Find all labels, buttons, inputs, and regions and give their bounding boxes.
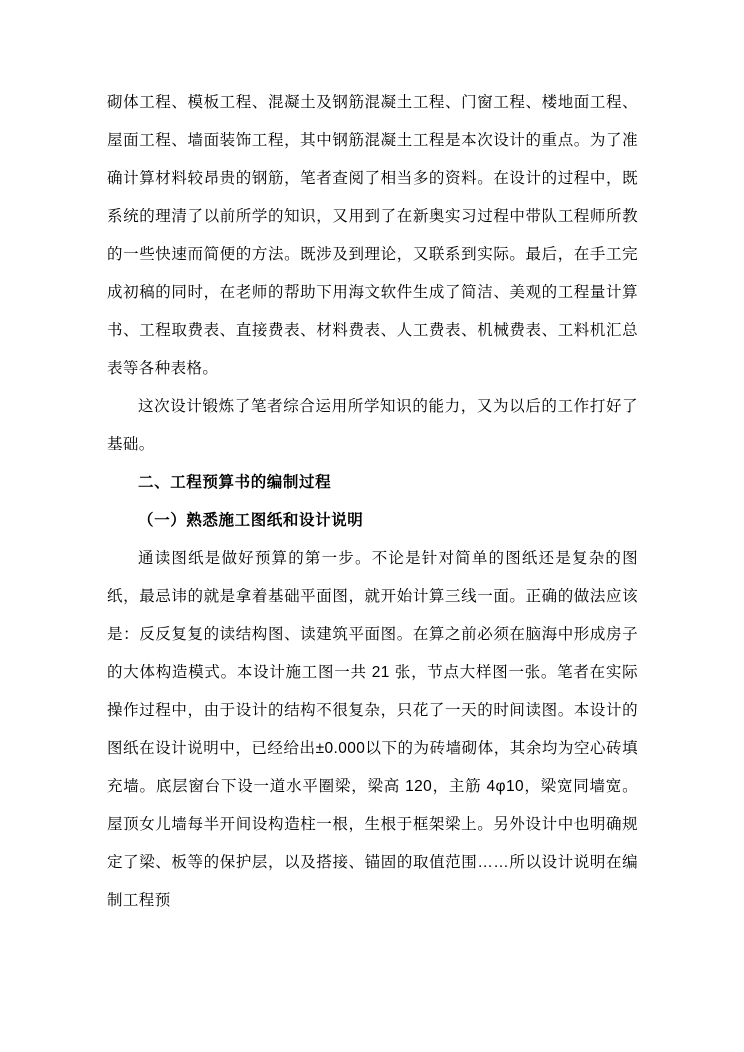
paragraph-materials-scope: 砌体工程、模板工程、混凝土及钢筋混凝土工程、门窗工程、楼地面工程、屋面工程、墙面装饰工程，其中钢筋混凝土工程是本次设计的重点。为了准确计算材料较昂贵的钢筋，笔者查阅了相当多的资料。在设计的过程中，既系统的理清了以前所学的知识，又用到了在新奥实习过程中带队工程师所教的一些快速而简便的方法。既涉及到理论，又联系到实际。最后，在手工完成初稿的同时，在老师的帮助下用海文软件生成了简洁、美观的工程量计算书、工程取费表、直接费表、材料费表、人工费表、机械费表、工料机汇总表等各种表格。 (107, 94, 638, 377)
heading-section-two: 二、工程预算书的编制过程 (138, 474, 332, 491)
subheading-section-two-one: （一）熟悉施工图纸和设计说明 (138, 512, 364, 529)
document-body (107, 84, 638, 920)
paragraph-drawing-reading: 通读图纸是做好预算的第一步。不论是针对简单的图纸还是复杂的图纸，最忌讳的就是拿着基础平面图，就开始计算三线一面。正确的做法应该是：反反复复的读结构图、读建筑平面图。在算之前必须在脑海中形成房子的大体构造模式。本设计施工图一共 21 张，节点大样图一张。笔者在实际操作过程中，由于设计的结构不很复杂，只花了一天的时间读图。本设计的图纸在设计说明中，已经给出±0.000以下的为砖墙砌体，其余均为空心砖填充墙。底层窗台下设一道水平圈梁，梁高 120，主筋 4φ10，梁宽同墙宽。屋顶女儿墙每半开间设构造柱一根，生根于框架梁上。另外设计中也明确规定了梁、板等的保护层，以及搭接、锚固的取值范围……所以设计说明在编制工程预 (107, 550, 638, 909)
paragraph-design-conclusion: 这次设计锻炼了笔者综合运用所学知识的能力，又为以后的工作打好了基础。 (107, 398, 638, 453)
